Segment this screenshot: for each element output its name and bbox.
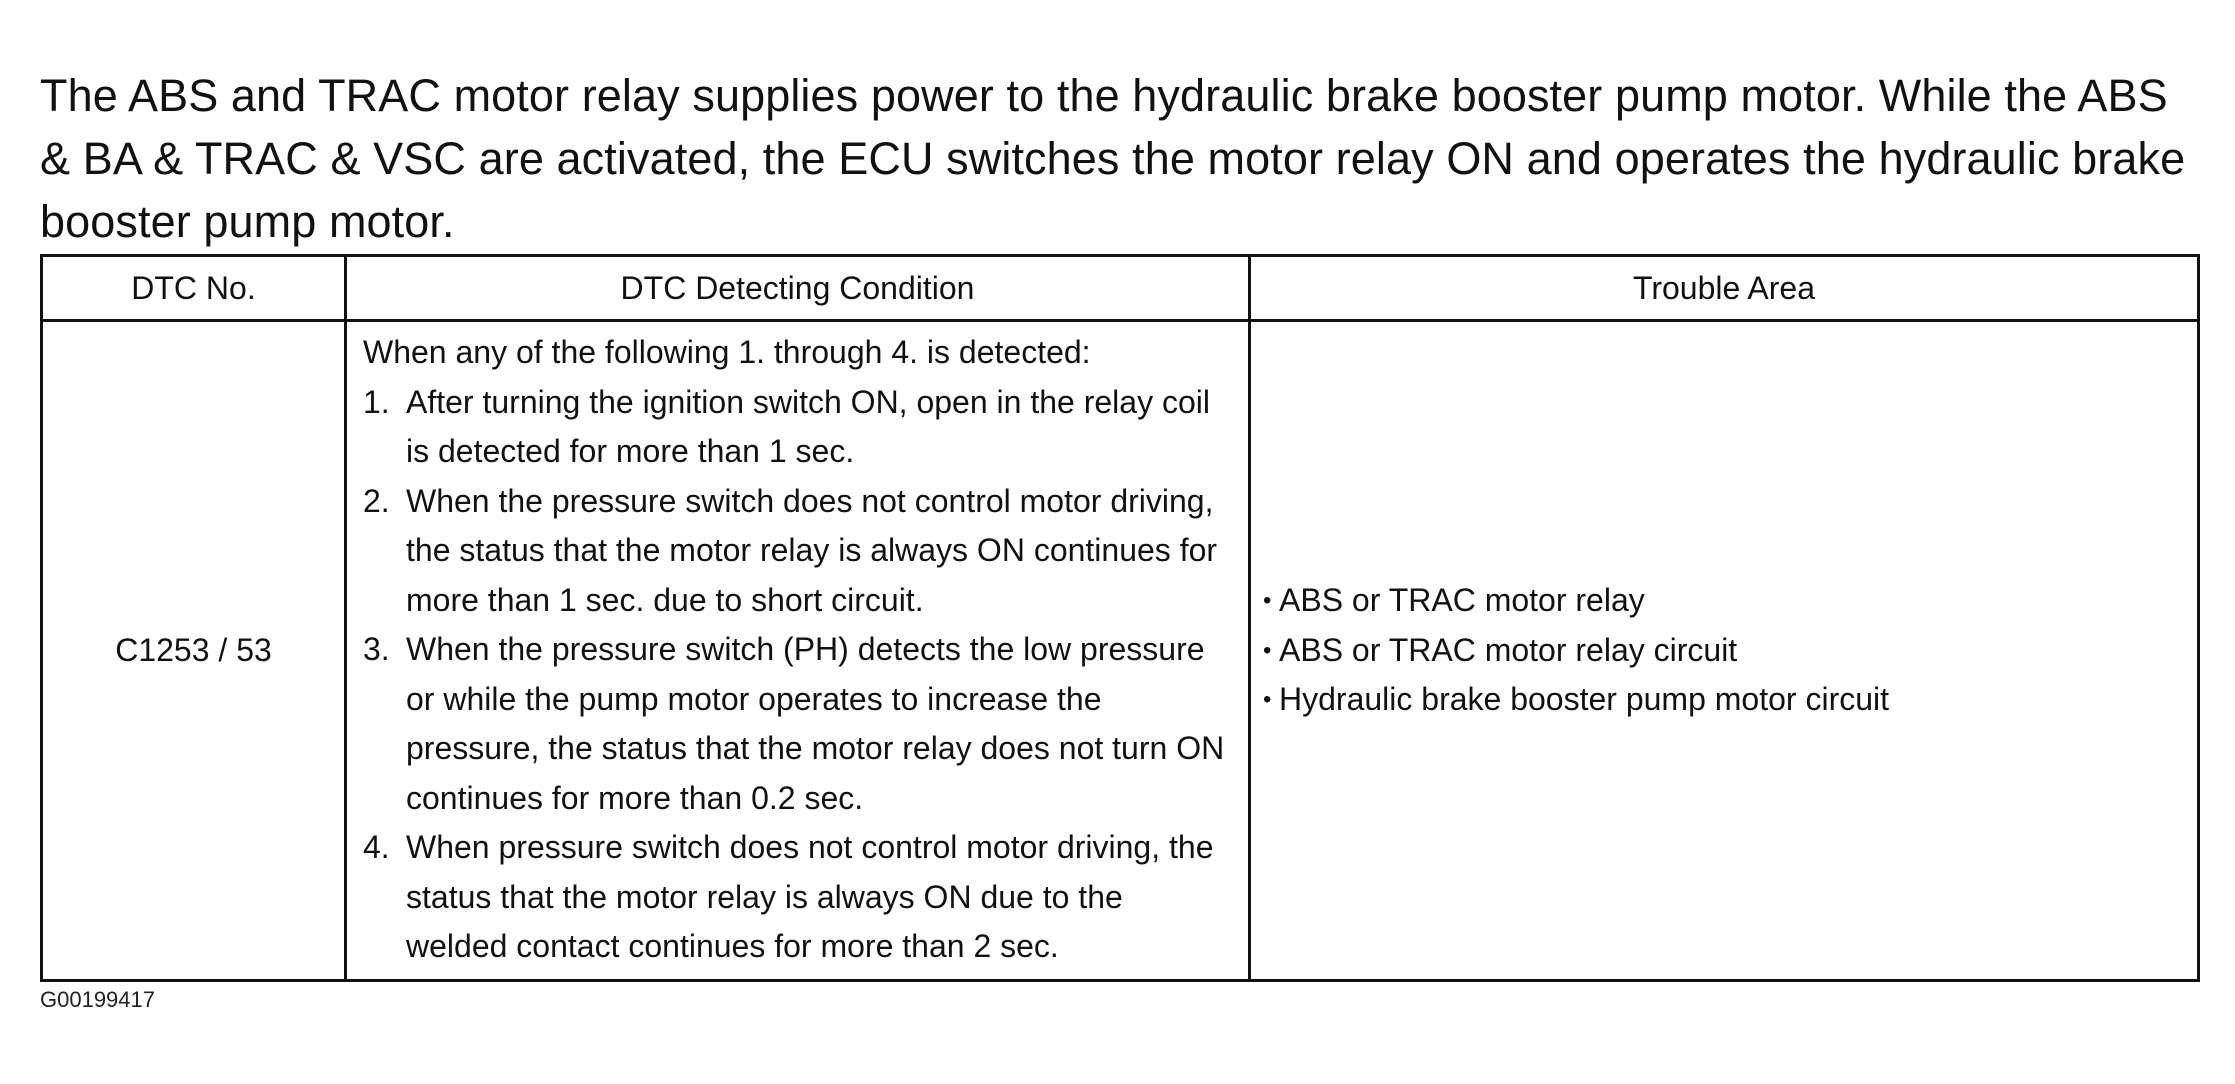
trouble-area-item bbox=[1263, 626, 2197, 676]
trouble-area-list bbox=[1263, 576, 2197, 725]
condition-number: 4. bbox=[363, 829, 390, 865]
trouble-area-text: ABS or TRAC motor relay bbox=[1279, 582, 1645, 619]
condition-number: 2. bbox=[363, 482, 390, 519]
condition-text: When the pressure switch does not control motor driving, the status that the motor relay is always ON continues for more than 1 sec. due to short circuit. bbox=[406, 482, 1218, 618]
trouble-area-cell bbox=[1250, 321, 2199, 981]
bullet-icon: • bbox=[1263, 686, 1272, 714]
condition-item bbox=[363, 378, 1232, 477]
intro-paragraph: The ABS and TRAC motor relay supplies power to the hydraulic brake booster pump motor. While the ABS & BA & TRAC & VSC are activated, the ECU switches the motor relay ON and operates the hydraulic brake booster pump motor. bbox=[40, 70, 2186, 247]
condition-text: When the pressure switch (PH) detects the low pressure or while the pump motor operates to increase the pressure, the status that the motor relay does not turn ON continues for more than 0.2 sec. bbox=[406, 631, 1225, 816]
trouble-area-item bbox=[1263, 576, 2197, 626]
figure-reference-code: G00199417 bbox=[40, 987, 155, 1012]
header-trouble-area: Trouble Area bbox=[1250, 256, 2199, 321]
bullet-icon: • bbox=[1263, 587, 1272, 615]
trouble-area-text: ABS or TRAC motor relay circuit bbox=[1279, 631, 1738, 668]
table-header-row bbox=[42, 256, 2199, 321]
dtc-table bbox=[40, 254, 2200, 982]
condition-list bbox=[363, 378, 1232, 972]
condition-item bbox=[363, 625, 1232, 823]
condition-number: 3. bbox=[363, 631, 390, 667]
header-dtc-no: DTC No. bbox=[42, 256, 346, 321]
detecting-condition-cell bbox=[346, 321, 1250, 981]
condition-number: 1. bbox=[363, 383, 390, 420]
condition-item bbox=[363, 477, 1232, 626]
trouble-area-text: Hydraulic brake booster pump motor circuit bbox=[1279, 681, 1890, 718]
condition-text: When pressure switch does not control motor driving, the status that the motor relay is always ON due to the welded contact continues for more than 2 sec. bbox=[406, 829, 1214, 964]
trouble-area-item bbox=[1263, 675, 2197, 725]
condition-lead-text: When any of the following 1. through 4. is detected: bbox=[363, 334, 1091, 370]
bullet-icon: • bbox=[1263, 636, 1272, 664]
condition-text: After turning the ignition switch ON, open in the relay coil is detected for more than 1 sec. bbox=[406, 383, 1210, 469]
condition-item bbox=[363, 823, 1232, 972]
header-detecting-condition: DTC Detecting Condition bbox=[346, 256, 1250, 321]
table-row bbox=[42, 321, 2199, 981]
dtc-code-cell: C1253 / 53 bbox=[42, 321, 346, 981]
